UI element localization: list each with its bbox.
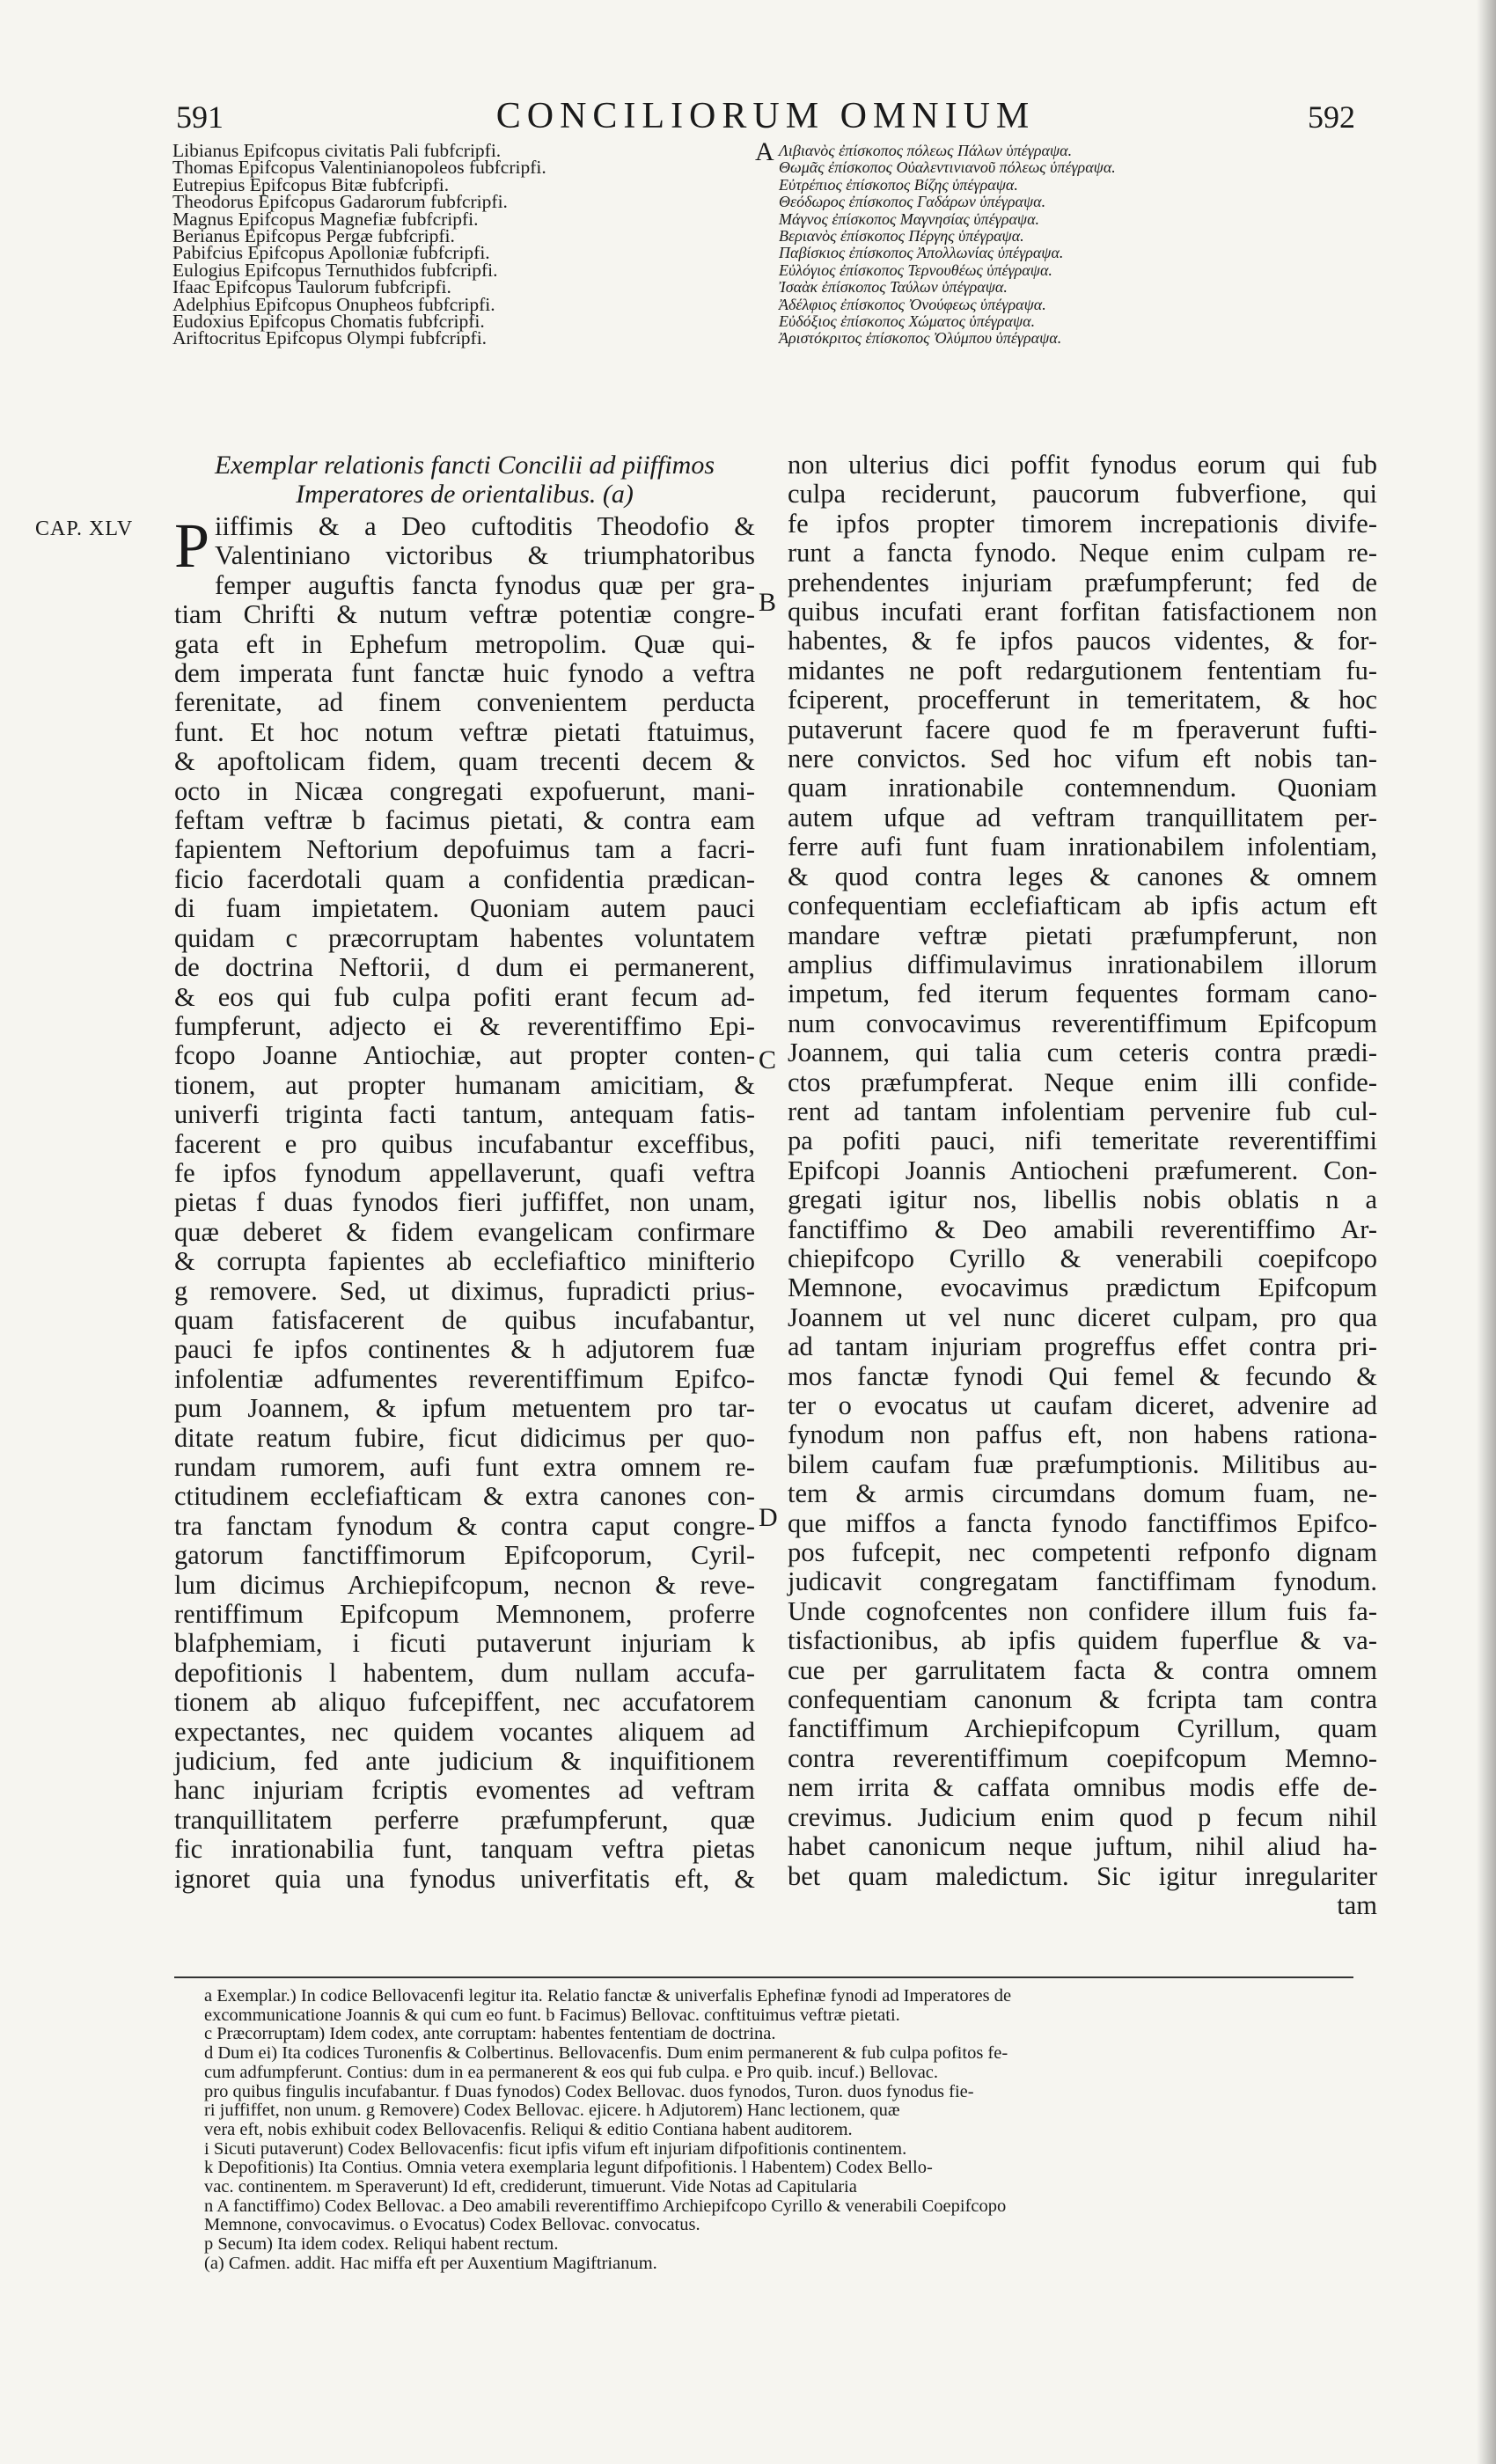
text-line: que miffos a fancta fynodo fanctiffimos Epifco- xyxy=(788,1507,1377,1538)
signature-line: Εὐτρέπιος ἐπίσκοπος Βίζης ὑπέγραψα. xyxy=(779,175,1018,194)
text-line: crevimus. Judicium enim quod p fecum nihil xyxy=(788,1801,1377,1832)
text-line: iiffimis & a Deo cuftoditis Theodofio & xyxy=(215,511,755,541)
footnote-line: excommunicatione Joannis & qui cum eo funt. b Facimus) Bellovac. conftituimus veftræ pietati. xyxy=(204,2005,900,2025)
left-column-body xyxy=(174,512,755,1894)
signature-line: Pabifcius Epifcopus Apolloniæ fubfcripfi. xyxy=(172,242,490,264)
text-line: gregati igitur nos, libellis nobis oblatis n a xyxy=(788,1184,1377,1215)
greek-signature-list xyxy=(779,143,1236,348)
text-line: judicavit congregatam fanctiffimam fynodum. xyxy=(788,1566,1377,1597)
text-line: judicium, fed ante judicium & inquifitionem xyxy=(174,1746,755,1777)
text-line: ter o evocatus ut caufam diceret, advenire ad xyxy=(788,1390,1377,1420)
text-line: amplius diffimulavimus inrationabilem illorum xyxy=(788,949,1377,979)
text-line: impetum, fed iterum fequentes formam cano- xyxy=(788,979,1377,1009)
text-line: & apoftolicam fidem, quam trecenti decem & xyxy=(174,746,755,777)
footnote-line: vera eft, nobis exhibuit codex Bellovacenfis. Reliqui & editio Contiana habent auditorem. xyxy=(204,2119,853,2139)
text-line: & corrupta fapientes ab ecclefiaftico minifterio xyxy=(174,1246,755,1277)
text-line: ignoret quia una fynodus univerfitatis eft, & xyxy=(174,1863,755,1894)
footnote-line: vac. continentem. m Speraverunt) Id eft, crediderunt, timuerunt. Vide Notas ad Capitularia xyxy=(204,2177,857,2197)
text-line: fe ipfos fynodum appellaverunt, quafi veftra xyxy=(174,1157,755,1188)
text-line: cue per garrulitatem facta & contra omnem xyxy=(788,1654,1377,1685)
text-line: ad tantam injuriam progreffus effet contra pri- xyxy=(788,1331,1377,1362)
right-column xyxy=(788,451,1377,1920)
text-line: & eos qui fub culpa pofiti erant fecum ad- xyxy=(174,981,755,1012)
footnote-line: p Secum) Ita idem codex. Reliqui habent rectum. xyxy=(204,2234,559,2255)
text-line: quam inrationabile contemnendum. Quoniam xyxy=(788,773,1377,803)
signature-line: Θωμᾶς ἐπίσκοπος Οὐαλεντινιανοῦ πόλεως ὑπέγραψα. xyxy=(779,158,1116,177)
running-head xyxy=(176,95,1355,139)
signature-line: Λιβιανὸς ἐπίσκοπος πόλεως Πάλων ὑπέγραψα. xyxy=(779,142,1073,159)
text-line: rundam rumorem, aufi funt extra omnem re- xyxy=(174,1452,755,1482)
text-line: autem ufque ad veftram tranquillitatem per- xyxy=(788,802,1377,832)
left-column xyxy=(174,451,755,1894)
signature-line: Ariftocritus Epifcopus Olympi fubfcripfi. xyxy=(172,327,488,349)
signature-line: Berianus Epifcopus Pergæ fubfcripfi. xyxy=(172,225,455,247)
text-line: nere convictos. Sed hoc vifum eft nobis tan- xyxy=(788,744,1377,774)
text-line: fumpferunt, adjecto ei & reverentiffimo Epi- xyxy=(174,1010,755,1041)
text-line: putaverunt facere quod fe m fperaverunt fufti- xyxy=(788,714,1377,744)
text-line: fapientem Neftorium depofuimus tam a facri- xyxy=(174,834,755,865)
text-line: tra fanctam fynodum & contra caput congre- xyxy=(174,1510,755,1541)
page-edge-shadow xyxy=(1477,0,1496,2464)
text-line: bilem caufam fuæ præfumptionis. Militibus au- xyxy=(788,1448,1377,1479)
heading-line: Exemplar relationis fancti Concilii ad piiffimos xyxy=(214,451,715,480)
text-line: confequentiam ecclefiafticam ab ipfis actum eft xyxy=(788,891,1377,921)
text-line: quam fatisfacerent de quibus incufabantur, xyxy=(174,1304,755,1335)
text-line: ditate reatum fubire, ficut didicimus per quo- xyxy=(174,1422,755,1453)
footnote-line: ri juffiffet, non unum. g Removere) Codex Bellovac. ejicere. h Adjutorem) Hanc lectionem, quæ xyxy=(204,2101,900,2121)
text-line: contra reverentiffimum coepifcopum Memno- xyxy=(788,1742,1377,1773)
page-number-right: 592 xyxy=(1308,99,1355,135)
footnote-line: (a) Cafmen. addit. Hac miffa eft per Auxentium Magiftrianum. xyxy=(204,2253,657,2273)
text-line: gata eft in Ephefum metropolim. Quæ qui- xyxy=(174,628,755,659)
signature-line: Eulogius Epifcopus Ternuthidos fubfcripfi. xyxy=(172,259,498,281)
text-line: univerfi triginta facti tantum, antequam fatis- xyxy=(174,1099,755,1130)
text-line: quidam c præcorruptam habentes voluntatem xyxy=(174,922,755,953)
text-line: facerent e pro quibus incufabantur exceffibus, xyxy=(174,1128,755,1159)
text-line: ferenitate, ad finem convenientem perducta xyxy=(174,687,755,718)
text-line: nem irrita & caffata omnibus modis effe de- xyxy=(788,1772,1377,1803)
footnote-line: c Præcorruptam) Idem codex, ante corruptam: habentes fententiam de doctrina. xyxy=(204,2024,776,2044)
text-line: infolentiæ adfumentes reverentiffimum Epifco- xyxy=(174,1363,755,1394)
text-line: chiepifcopo Cyrillo & venerabili coepifcopo xyxy=(788,1243,1377,1273)
signature-line: Thomas Epifcopus Valentinianopoleos fubfcripfi. xyxy=(172,157,546,179)
text-line: feftam veftræ b facimus pietati, & contra eam xyxy=(174,805,755,836)
signature-line: Libianus Epifcopus civitatis Pali fubfcripfi. xyxy=(172,140,502,161)
text-line: Joannem, qui talia cum ceteris contra prædi- xyxy=(788,1038,1377,1068)
text-line: num convocavimus reverentiffimum Epifcopum xyxy=(788,1008,1377,1038)
signature-line: Ifaac Epifcopus Taulorum fubfcripfi. xyxy=(172,276,451,298)
footnote-line: cum adfumpferunt. Contius: dum in ea permanerent & eos qui fub culpa. e Pro quib. incuf.) Bellovac. xyxy=(204,2062,939,2082)
text-line: expectantes, nec quidem vocantes aliquem ad xyxy=(174,1716,755,1747)
text-line: lum dicimus Archiepifcopum, necnon & reve- xyxy=(174,1569,755,1600)
text-line: tionem, aut propter humanam amicitiam, & xyxy=(174,1069,755,1100)
text-line: bet quam maledictum. Sic igitur inregulariter xyxy=(788,1860,1377,1891)
footnote-line: k Depofitionis) Ita Contius. Omnia vetera exemplaria legunt difpofitionis. l Habentem) Codex Bello- xyxy=(204,2158,933,2178)
signature-line: Ἀριστόκριτος ἐπίσκοπος Ὀλύμπου ὑπέγραψα. xyxy=(779,329,1062,348)
footnote-line: d Dum ei) Ita codices Turonenfis & Colbertinus. Bellovacenfis. Dum enim permanerent & fub culpa pofitos fe- xyxy=(204,2043,1008,2064)
text-line: ferre aufi funt fuam inrationabilem infolentiam, xyxy=(788,832,1377,862)
text-line: tionem ab aliquo fufcepiffent, nec accufatorem xyxy=(174,1687,755,1718)
text-line: mos fanctæ fynodi Qui femel & fecundo & xyxy=(788,1360,1377,1391)
text-line: fe ipfos propter timorem increpationis divife- xyxy=(788,508,1377,539)
text-line: hanc injuriam fcriptis evomentes ad veftram xyxy=(174,1775,755,1806)
text-line: & quod contra leges & canones & omnem xyxy=(788,861,1377,891)
text-line: midantes ne poft redargutionem fententiam fu- xyxy=(788,655,1377,686)
text-line: habentes, & fe ipfos paucos videntes, & for- xyxy=(788,626,1377,656)
text-line: femper auguftis fancta fynodus quæ per gra- xyxy=(215,569,755,600)
text-line: tisfactionibus, ab ipfis quidem fuperflue & va- xyxy=(788,1625,1377,1656)
signature-line: Ἀδέλφιος ἐπίσκοπος Ὀνούφεως ὑπέγραψα. xyxy=(779,295,1046,313)
text-line: fic inrationabilia funt, tanquam veftra pietas xyxy=(174,1834,755,1865)
text-line: Memnone, evocavimus prædictum Epifcopum xyxy=(788,1272,1377,1303)
heading-line: Imperatores de orientalibus. (a) xyxy=(296,480,634,509)
text-line: runt a fancta fynodo. Neque enim culpam re- xyxy=(788,538,1377,568)
text-line: fciperent, procefferunt in temeritatem, & hoc xyxy=(788,685,1377,715)
text-line: ctitudinem ecclefiafticam & extra canones con- xyxy=(174,1481,755,1512)
text-line: mandare veftræ pietati præfumpferunt, non xyxy=(788,920,1377,950)
margin-marker-a: A xyxy=(755,137,774,166)
signature-line: Eutrepius Epifcopus Bitæ fubfcripfi. xyxy=(172,173,450,195)
page-number-left: 591 xyxy=(176,99,224,135)
text-line: habet canonicum neque juftum, nihil aliud ha- xyxy=(788,1831,1377,1862)
text-line: dem imperata funt fanctæ huic fynodo a veftra xyxy=(174,658,755,689)
text-line: fanctiffimo & Deo amabili reverentiffimo Ar- xyxy=(788,1214,1377,1244)
text-line: quibus incufati erant forfitan fatisfactionem non xyxy=(788,597,1377,627)
text-line: pietas f duas fynodos fieri juffiffet, non unam, xyxy=(174,1187,755,1218)
text-line: fanctiffimum Archiepifcopum Cyrillum, quam xyxy=(788,1713,1377,1744)
text-line: Unde cognofcentes non confidere illum fuis fa- xyxy=(788,1595,1377,1626)
drop-cap: P xyxy=(174,510,210,581)
signature-line: Eudoxius Epifcopus Chomatis fubfcripfi. xyxy=(172,311,485,333)
footnote-line: pro quibus fingulis incufabantur. f Duas fynodos) Codex Bellovac. duos fynodos, Turon. duos fynodus fie- xyxy=(204,2081,974,2101)
text-line: Epifcopi Joannis Antiocheni præfumerent. Con- xyxy=(788,1155,1377,1185)
footnote-line: Memnone, convocavimus. o Evocatus) Codex Bellovac. convocatus. xyxy=(204,2215,700,2235)
signature-line: Βεριανὸς ἐπίσκοπος Πέργης ὑπέγραψα. xyxy=(779,227,1024,246)
page-title: CONCILIORUM OMNIUM xyxy=(495,96,1036,136)
text-line: fynodum non paffus eft, non habens rationa- xyxy=(788,1419,1377,1450)
footnotes xyxy=(204,1987,1375,2274)
text-line: rentiffimum Epifcopum Memnonem, proferre xyxy=(174,1599,755,1630)
text-line: quæ deberet & fidem evangelicam confirmare xyxy=(174,1216,755,1247)
text-line: g removere. Sed, ut diximus, fupradicti prius- xyxy=(174,1275,755,1306)
margin-marker-d: D xyxy=(759,1503,778,1532)
margin-marker-b: B xyxy=(759,588,777,617)
text-line: funt. Et hoc notum veftræ pietati ftatuimus, xyxy=(174,716,755,747)
text-line: de doctrina Neftorii, d dum ei permanerent, xyxy=(174,952,755,983)
signature-line: Theodorus Epifcopus Gadarorum fubfcripfi. xyxy=(172,191,508,213)
signature-line: Μάγνος ἐπίσκοπος Μαγνησίας ὑπέγραψα. xyxy=(779,209,1040,228)
text-line: tem & armis circumdans domum fuam, ne- xyxy=(788,1478,1377,1509)
text-line: rent ad tantam infolentiam pervenire fub cul- xyxy=(788,1096,1377,1126)
text-line: confequentiam canonum & fcripta tam contra xyxy=(788,1684,1377,1715)
footnote-line: a Exemplar.) In codice Bellovacenfi legitur ita. Relatio fanctæ & univerfalis Ephefinæ fynodi ad Imperatores de xyxy=(204,1986,1012,2006)
text-line: pauci fe ipfos continentes & h adjutorem fuæ xyxy=(174,1334,755,1365)
text-line: tiam Chrifti & nutum veftræ potentiæ congre- xyxy=(174,599,755,630)
text-line: di fuam impietatem. Quoniam autem pauci xyxy=(174,893,755,924)
signature-line: Adelphius Epifcopus Onupheos fubfcripfi. xyxy=(172,293,495,315)
text-line: culpa reciderunt, paucorum fubverfione, qui xyxy=(788,479,1377,510)
text-line: pos fufcepit, nec competenti refponfo dignam xyxy=(788,1537,1377,1568)
chapter-label: CAP. XLV xyxy=(35,517,134,540)
text-line: depofitionis l habentem, dum nullam accufa- xyxy=(174,1657,755,1688)
signature-line: Παβίσκιος ἐπίσκοπος Ἀπολλωνίας ὑπέγραψα. xyxy=(779,244,1064,262)
text-line: ctos præfumpferat. Neque enim illi confide- xyxy=(788,1067,1377,1097)
footnote-rule xyxy=(174,1976,1353,1978)
signature-line: Magnus Epifcopus Magnefiæ fubfcripfi. xyxy=(172,208,479,230)
footnote-line: i Sicuti putaverunt) Codex Bellovacenfis: ficut ipfis vifum eft injuriam difpofitionis continentem. xyxy=(204,2138,907,2159)
text-line: blafphemiam, i ficuti putaverunt injuriam k xyxy=(174,1628,755,1659)
text-line: fcopo Joanne Antiochiæ, aut propter conten- xyxy=(174,1040,755,1071)
text-line: non ulterius dici poffit fynodus eorum qui fub xyxy=(788,450,1377,480)
section-heading xyxy=(174,451,755,509)
text-line: prehendentes injuriam præfumpferunt; fed de xyxy=(788,567,1377,598)
footnote-line: n A fanctiffimo) Codex Bellovac. a Deo amabili reverentiffimo Archiepifcopo Cyrillo & venerabili Coepifcopo xyxy=(204,2196,1007,2216)
signature-line: Ἰσαὰκ ἐπίσκοπος Ταύλων ὑπέγραψα. xyxy=(779,278,1008,297)
text-line: pum Joannem, & ipfum metuentem pro tar- xyxy=(174,1393,755,1424)
signature-line: Θεόδωρος ἐπίσκοπος Γαδάρων ὑπέγραψα. xyxy=(779,193,1046,211)
text-line: gatorum fanctiffimorum Epifcoporum, Cyril- xyxy=(174,1540,755,1571)
signature-line: Εὐδόξιος ἐπίσκοπος Χώματος ὑπέγραψα. xyxy=(779,312,1036,331)
text-line: Valentiniano victoribus & triumphatoribus xyxy=(215,540,755,571)
latin-signature-list xyxy=(172,140,700,349)
margin-marker-c: C xyxy=(759,1045,777,1074)
text-line: tranquillitatem perferre præfumpferunt, quæ xyxy=(174,1804,755,1835)
text-line: octo in Nicæa congregati expofuerunt, mani- xyxy=(174,775,755,806)
text-line: ficio facerdotali quam a confidentia prædican- xyxy=(174,863,755,894)
text-line: pa pofiti pauci, nifi temeritate reverentiffimi xyxy=(788,1126,1377,1156)
text-line: Joannem ut vel nunc diceret culpam, pro qua xyxy=(788,1302,1377,1332)
signature-line: Εὐλόγιος ἐπίσκοπος Τερνουθέως ὑπέγραψα. xyxy=(779,260,1052,279)
catchword: tam xyxy=(1337,1889,1377,1920)
